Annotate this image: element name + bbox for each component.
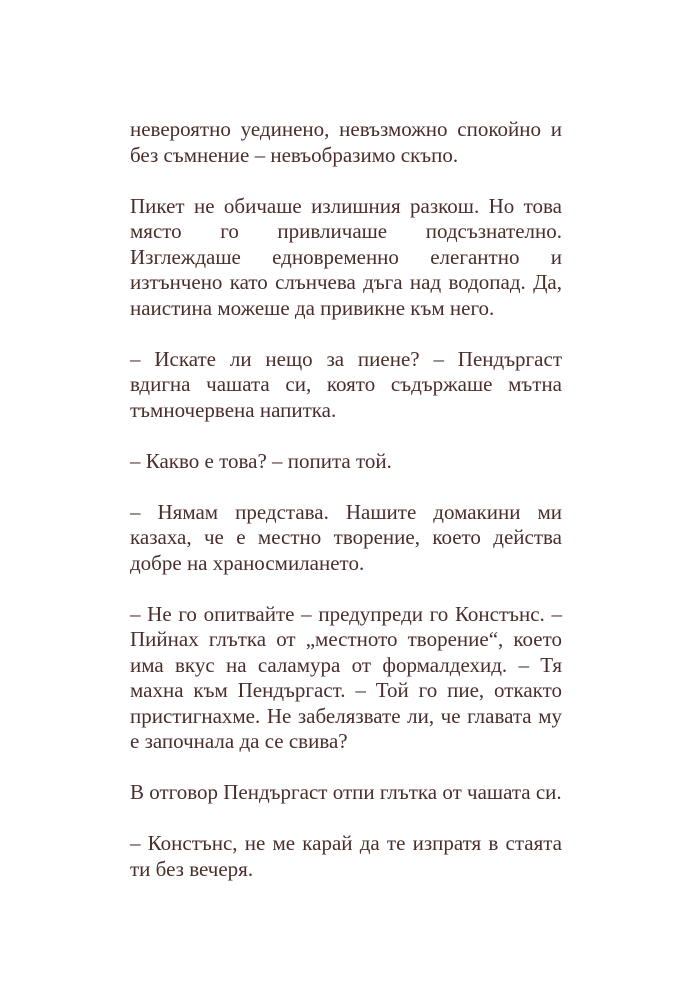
paragraph-4: – Какво е това? – попита той. bbox=[130, 448, 392, 473]
paragraph-5: – Нямам представа. Нашите домакини ми казаха, че е местно творение, което действа добре на храносмилането. bbox=[130, 499, 562, 575]
paragraph-6: – Не го опитвайте – предупреди го Констънс. – Пийнах глътка от „местното творение“, което има вкус на саламура от формалдехид. – Тя махна към Пендъргаст. – Той го пие, откакто пристигнахме. Не забелязвате ли, че главата му е започнала да се свива? bbox=[130, 601, 562, 753]
paragraph-1: невероятно уединено, невъзможно спокойно и без съмнение – невъобразимо скъпо. bbox=[130, 117, 562, 167]
paragraph-3: – Искате ли нещо за пиене? – Пендъргаст вдигна чашата си, която съдържаше мътна тъмночервена напитка. bbox=[130, 346, 562, 422]
paragraph-2: Пикет не обичаше излишния разкош. Но това място го привличаше подсъзнателно. Изглеждаше едновременно елегантно и изтънчено като слънчева дъга над водопад. Да, наистина можеше да привикне към него. bbox=[130, 193, 562, 320]
paragraph-7: В отговор Пендъргаст отпи глътка от чашата си. bbox=[130, 780, 562, 804]
body-text bbox=[130, 117, 562, 908]
paragraph-8: – Констънс, не ме карай да те изпратя в стаята ти без вечеря. bbox=[130, 831, 562, 881]
